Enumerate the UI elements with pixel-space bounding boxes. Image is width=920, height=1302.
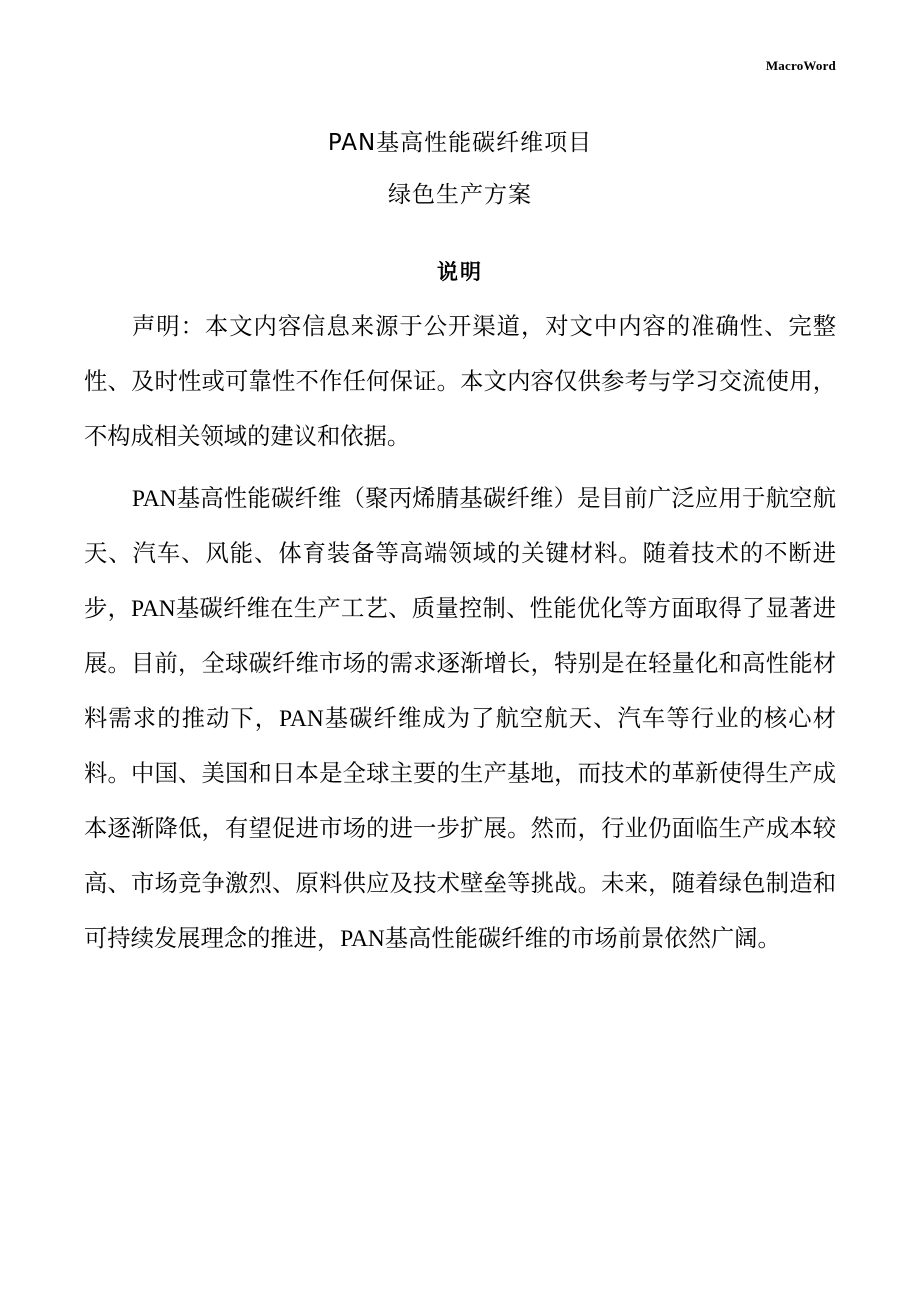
disclaimer-paragraph: 声明：本文内容信息来源于公开渠道，对文中内容的准确性、完整性、及时性或可靠性不作任何保证。本文内容仅供参考与学习交流使用，不构成相关领域的建议和依据。 bbox=[84, 314, 836, 450]
header-brand: MacroWord bbox=[765, 58, 836, 73]
section-heading: 说明 bbox=[437, 260, 483, 284]
overview-paragraph: PAN基高性能碳纤维（聚丙烯腈基碳纤维）是目前广泛应用于航空航天、汽车、风能、体育装备等高端领域的关键材料。随着技术的不断进步，PAN基碳纤维在生产工艺、质量控制、性能优化等方面取得了显著进展。目前，全球碳纤维市场的需求逐渐增长，特别是在轻量化和高性能材料需求的推动下，PAN基碳纤维成为了航空航天、汽车等行业的核心材料。中国、美国和日本是全球主要的生产基地，而技术的革新使得生产成本逐渐降低，有望促进市场的进一步扩展。然而，行业仍面临生产成本较高、市场竞争激烈、原料供应及技术壁垒等挑战。未来，随着绿色制造和可持续发展理念的推进，PAN基高性能碳纤维的市场前景依然广阔。 bbox=[84, 486, 836, 952]
document-title-line-2: 绿色生产方案 bbox=[388, 182, 532, 208]
document-title-line-1: PAN基高性能碳纤维项目 bbox=[327, 130, 593, 156]
